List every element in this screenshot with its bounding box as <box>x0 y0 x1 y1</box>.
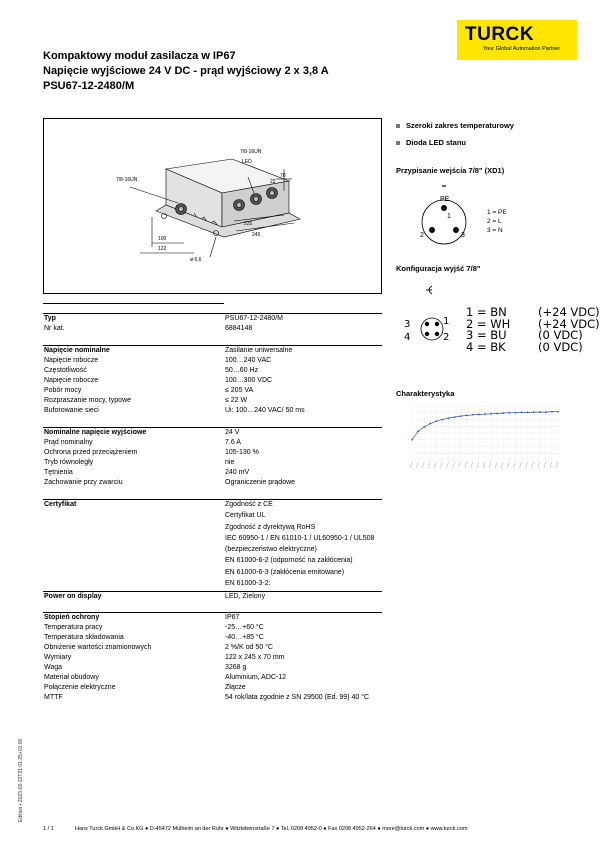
input-connector-icon <box>400 182 490 254</box>
table-row <box>43 545 382 556</box>
table-row <box>43 653 382 663</box>
row-key: Tryb równoległy <box>44 459 94 466</box>
legend-code: 4 = BK <box>466 339 506 354</box>
row-value: Złącze <box>225 684 246 691</box>
chart-point <box>429 423 431 425</box>
table-row <box>43 366 382 376</box>
product-drawing <box>44 119 381 293</box>
chart-point <box>454 416 456 418</box>
row-value: Ui: 100…240 VAC/ 50 ms <box>225 407 305 414</box>
row-key: Napięcie robocze <box>44 357 99 364</box>
legend-desc: (+24 VDC) <box>538 316 600 331</box>
logo-text: TURCK <box>465 24 534 45</box>
row-value: EN 61000-6-2 (odporność na zakłócenia) <box>225 557 353 565</box>
row-value: ≤ 205 VA <box>225 387 254 394</box>
page-title <box>43 49 443 94</box>
table-row <box>43 428 382 438</box>
row-value: IEC 60950-1 / EN 61010-1 / UL60950-1 / UL508 <box>225 534 375 542</box>
row-key: Ochrona przed przeciążeniem <box>44 449 138 456</box>
row-value: EN 61000-6-3 (zakłócenia emitowane) <box>225 568 345 576</box>
row-value: Ograniczenie prądowe <box>225 479 296 486</box>
row-key: Temperatura pracy <box>44 624 103 631</box>
row-value: Zgodność z CE <box>225 501 273 508</box>
legend-desc: (+24 VDC) <box>538 305 600 319</box>
chart-point <box>496 413 498 415</box>
legend-item: 2 = L <box>487 218 502 225</box>
table-row <box>43 346 382 356</box>
chart-point <box>527 412 529 414</box>
row-key: Typ <box>44 315 56 322</box>
row-key: Napięcie robocze <box>44 377 99 384</box>
legend-item <box>466 339 600 354</box>
row-key: Nominalne napięcie wyjściowe <box>44 429 147 436</box>
chart-point <box>551 411 553 413</box>
row-value: 100…300 VDC <box>225 377 273 384</box>
row-key: Tętnienia <box>44 469 73 476</box>
table-row <box>43 356 382 366</box>
row-key: Obniżenie wartości znamionowych <box>44 644 152 651</box>
table-group-certificates <box>43 499 382 590</box>
table-row <box>43 511 382 522</box>
characteristics-title: Charakterystyka <box>396 389 455 398</box>
row-value: nie <box>225 459 235 466</box>
row-key: Wymiary <box>44 654 72 661</box>
table-row <box>43 523 382 534</box>
chart-point <box>515 412 517 414</box>
table-group-input <box>43 345 382 416</box>
row-value: EN 61000-3-2: <box>225 580 271 588</box>
row-value: 122 x 245 x 70 mm <box>225 654 285 661</box>
table-row <box>43 448 382 458</box>
dim-22: 22 <box>270 179 276 185</box>
row-key: Buforowanie sieci <box>44 407 99 414</box>
output-pinout-title: Konfiguracja wyjść 7/8" <box>396 264 481 273</box>
legend-item: 1 = PE <box>487 209 507 216</box>
dim-122: 122 <box>158 246 167 252</box>
chart-point <box>423 426 425 428</box>
row-key: Pobór mocy <box>44 387 82 394</box>
table-row <box>43 314 382 324</box>
row-key: Power on display <box>44 593 102 600</box>
table-row <box>43 534 382 545</box>
row-key: Nr kat. <box>44 325 65 332</box>
chart-point <box>466 415 468 417</box>
table-group-type <box>43 313 382 334</box>
row-value: Aluminium, ADC-12 <box>225 674 287 681</box>
table-row <box>43 478 382 488</box>
table-row <box>43 376 382 386</box>
table-row <box>43 568 382 579</box>
row-value: (bezpieczeństwo elektryczne) <box>225 546 317 554</box>
output-pin-legend <box>466 307 600 353</box>
table-row <box>43 468 382 478</box>
table-row <box>43 673 382 683</box>
row-value: 50…60 Hz <box>225 367 259 374</box>
table-row <box>43 592 382 602</box>
row-key: Prąd nominalny <box>44 439 93 446</box>
row-value: 24 V <box>225 429 240 436</box>
chart-point <box>545 411 547 413</box>
efficiency-chart <box>396 400 566 480</box>
row-key: Napięcie nominalne <box>44 347 110 354</box>
chart-point <box>448 417 450 419</box>
legend-desc: (0 VDC) <box>538 339 583 354</box>
table-row <box>43 623 382 633</box>
out-pin-2-label: 2 <box>443 332 450 343</box>
chart-point <box>442 419 444 421</box>
company-address: Hans Turck GmbH & Co.KG ● D-45472 Mülheim an der Ruhr ● Witzlebenstraße 7 ● Tel. 0208 4952-0 ● Fax 0208 4952-264 ● more@turck.com ● www.turck.com <box>75 826 468 832</box>
table-row <box>43 663 382 673</box>
chart-point <box>490 413 492 415</box>
row-value: ≤ 22 W <box>225 397 248 404</box>
chart-point <box>557 411 559 413</box>
product-drawing-frame <box>43 118 382 294</box>
chart-point <box>539 411 541 413</box>
chart-point <box>411 439 413 441</box>
label-right-connector: 7/8-16UN <box>240 149 262 155</box>
row-value: 2 %/K od 50 °C <box>225 644 273 651</box>
feature-text: Dioda LED stanu <box>406 138 467 147</box>
dim-100: 100 <box>158 236 167 242</box>
page-number: 1 / 1 <box>43 826 54 832</box>
table-row <box>43 613 382 623</box>
chart-point <box>460 415 462 417</box>
table-row <box>43 438 382 448</box>
pe-label: PE <box>440 196 450 203</box>
output-connector-icon <box>398 280 464 356</box>
row-key: Częstotliwość <box>44 367 87 374</box>
bullet-icon <box>396 124 400 128</box>
row-value: LED, Zielony <box>225 593 266 600</box>
table-row <box>43 643 382 653</box>
out-pin-4-label: 4 <box>404 332 411 343</box>
chart-point <box>478 414 480 416</box>
dim-225: 225 <box>244 221 253 227</box>
table-row <box>43 579 382 590</box>
out-pin-3-label: 3 <box>404 319 411 330</box>
legend-item: 3 = N <box>487 227 503 234</box>
table-row <box>43 693 382 703</box>
row-value: 54 rok/lata zgodnie z SN 29500 (Ed. 99) 40 °C <box>225 694 370 701</box>
chart-point <box>417 431 419 433</box>
legend-desc: (0 VDC) <box>538 328 583 342</box>
input-pin-legend <box>487 208 507 235</box>
label-left-connector: 7/8-16UN <box>116 177 138 183</box>
input-pinout-title: Przypisanie wejścia 7/8" (XD1) <box>396 166 505 175</box>
table-row <box>43 324 382 334</box>
row-value: -25…+60 °C <box>225 624 264 631</box>
turck-logo <box>457 20 577 60</box>
table-row <box>43 633 382 643</box>
row-value: 7.6 A <box>225 439 241 446</box>
chart-point <box>533 411 535 413</box>
row-key: Certyfikat <box>44 501 77 508</box>
row-value: 3268 g <box>225 664 247 671</box>
table-row <box>43 396 382 406</box>
table-row <box>43 386 382 396</box>
title-line-2: Napięcie wyjściowe 24 V DC - prąd wyjściowy 2 x 3,8 A <box>43 65 329 77</box>
title-line-1: Kompaktowy moduł zasilacza w IP67 <box>43 50 236 62</box>
row-key: Rozpraszanie mocy, typowe <box>44 397 132 404</box>
row-key: Temperatura składowania <box>44 634 124 641</box>
edition-stamp: Edition • 2023-02-22T21:01:25+01:00 <box>18 738 24 822</box>
row-key: Stopień ochrony <box>44 614 100 621</box>
pin-2-label: 2 <box>420 232 424 239</box>
legend-code: 2 = WH <box>466 316 511 331</box>
row-value: Zasilanie uniwersalne <box>225 347 293 354</box>
row-key: Zachowanie przy zwarciu <box>44 479 123 486</box>
legend-code: 1 = BN <box>466 305 507 319</box>
row-value: PSU67-12-2480/M <box>225 315 283 322</box>
chart-point <box>502 412 504 414</box>
table-row <box>43 683 382 693</box>
legend-code: 3 = BU <box>466 328 507 342</box>
chart-point <box>472 414 474 416</box>
row-value: 6884148 <box>225 325 253 332</box>
pin-1-label: 1 <box>447 213 451 220</box>
table-group-output <box>43 427 382 488</box>
row-value: 105-130 % <box>225 449 259 456</box>
divider <box>43 303 224 304</box>
row-value: IP67 <box>225 614 240 621</box>
dim-hole: ø 6,6 <box>190 257 202 263</box>
logo-tagline: Your Global Automation Partner <box>483 46 561 52</box>
row-key: Waga <box>44 664 63 671</box>
table-row <box>43 458 382 468</box>
chart-point <box>521 412 523 414</box>
row-value: Zgodność z dyrektywą RoHS <box>225 523 316 531</box>
pin-3-label: 3 <box>461 232 465 239</box>
table-row <box>43 406 382 416</box>
feature-text: Szeroki zakres temperaturowy <box>406 121 514 130</box>
row-value: -40…+85 °C <box>225 634 264 641</box>
row-key: Materiał obudowy <box>44 674 99 681</box>
dim-245: 245 <box>252 232 261 238</box>
table-group-mechanical <box>43 612 382 703</box>
table-row <box>43 556 382 567</box>
dim-70: 70 <box>280 173 286 179</box>
row-value: Certyfikat UL <box>225 512 266 520</box>
row-key: Połączenie elektryczne <box>44 684 116 691</box>
row-value: 100…240 VAC <box>225 357 272 364</box>
table-row <box>43 500 382 511</box>
label-led: LED <box>242 159 252 165</box>
title-line-3: PSU67-12-2480/M <box>43 80 135 92</box>
chart-point <box>484 413 486 415</box>
table-group-display <box>43 591 382 602</box>
bullet-icon <box>396 141 400 145</box>
row-value: 240 mV <box>225 469 250 476</box>
out-pin-1-label: 1 <box>443 316 450 327</box>
row-key: MTTF <box>44 694 63 701</box>
chart-point <box>509 412 511 414</box>
chart-point <box>436 420 438 422</box>
